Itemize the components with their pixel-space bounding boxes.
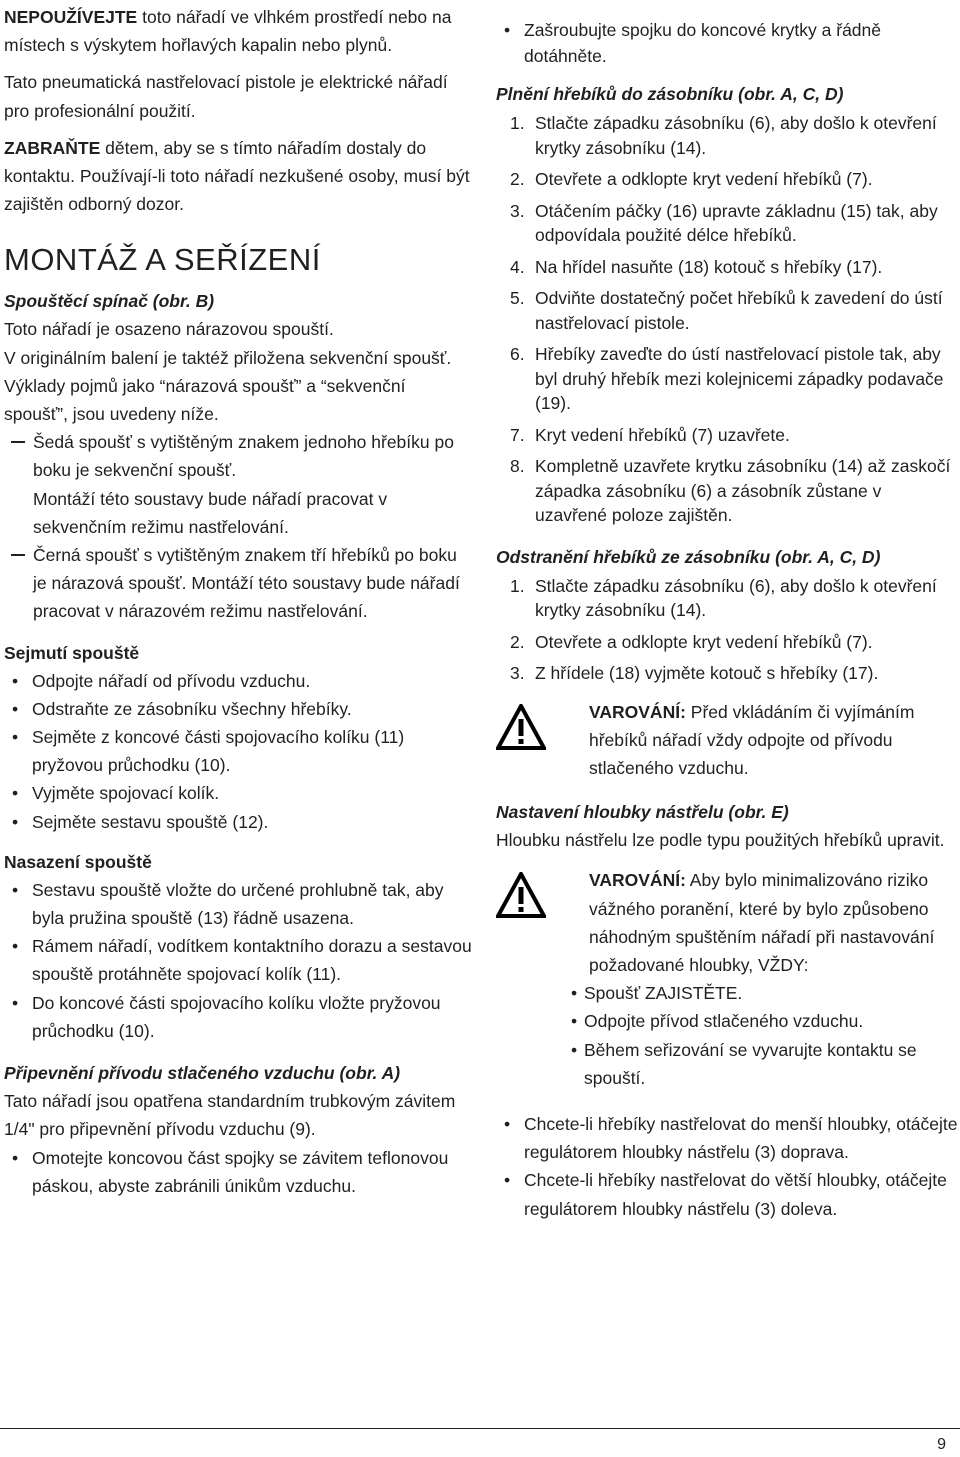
air-list-continued xyxy=(496,17,958,69)
load-heading: Plnění hřebíků do zásobníku (obr. A, C, D) xyxy=(496,84,844,104)
dash-item: Šedá spoušť s vytištěným znakem jednoho hřebíku po boku je sekvenční spoušť. Montáží této soustavy bude nářadí pracovat v sekvenčním režimu nastřelování. xyxy=(4,428,472,541)
warning-wet-environment: NEPOUŽÍVEJTE toto nářadí ve vlhkém prostředí nebo na místech s výskytem hořlavých kapalin nebo plynů. xyxy=(4,7,452,56)
list-item: • Omotejte koncovou část spojky se závitem teflonovou páskou, abyste zabránili únikům vzduchu. xyxy=(4,1144,472,1200)
list-item: • Do koncové části spojovacího kolíku vložte pryžovou průchodku (10). xyxy=(4,989,472,1045)
step-item: 7. Kryt vedení hřebíků (7) uzavřete. xyxy=(510,424,790,445)
footer-rule xyxy=(0,1428,960,1429)
list-item: • Chcete-li hřebíky nastřelovat do menší hloubky, otáčejte regulátorem hloubky nástřelu (3) doprava. xyxy=(496,1110,958,1166)
step-item: 3. Z hřídele (18) vyjměte kotouč s hřebíky (17). xyxy=(510,663,879,683)
trigger-dash-list xyxy=(4,428,472,625)
warning-box-loading xyxy=(496,698,958,783)
right-column xyxy=(496,0,958,1223)
step-item: 2. Otevřete a odklopte kryt vedení hřebíků (7). xyxy=(510,169,873,189)
removal-list xyxy=(4,667,472,836)
warning-sub-list xyxy=(496,979,958,1092)
trigger-paragraph-2: V originálním balení je taktéž přiložena sekvenční spoušť. Výklady pojmů jako “nárazová spoušť” a “sekvenční spoušť”, jsou uvedeny níže. xyxy=(4,347,452,425)
unload-steps xyxy=(496,574,958,686)
list-item: • Chcete-li hřebíky nastřelovat do větší hloubky, otáčejte regulátorem hloubky nástřelu (3) doleva. xyxy=(496,1166,958,1222)
warning-text: VAROVÁNÍ: Aby bylo minimalizováno riziko vážného poranění, které by bylo způsobeno náhodným spuštěním nářadí při nastavování požadované hloubky, VŽDY: xyxy=(589,870,935,975)
dash-marker xyxy=(11,554,25,556)
step-item: 6. Hřebíky zaveďte do ústí nastřelovací pistole tak, aby byl druhý hřebík mezi kolejnicemi západky podavače (19). xyxy=(510,344,944,413)
list-item: • Odpojte přívod stlačeného vzduchu. xyxy=(496,1007,958,1035)
air-list xyxy=(4,1144,472,1200)
dash-item: Černá spoušť s vytištěným znakem tří hřebíků po boku je nárazová spoušť. Montáží této soustavy bude nářadí pracovat v nárazovém režimu nastřelování. xyxy=(4,541,472,626)
depth-heading: Nastavení hloubky nástřelu (obr. E) xyxy=(496,802,789,823)
dash-marker xyxy=(11,441,25,443)
load-steps xyxy=(496,111,958,528)
air-heading: Připevnění přívodu stlačeného vzduchu (obr. A) xyxy=(4,1063,401,1084)
depth-list xyxy=(496,1110,958,1223)
warning-box-depth xyxy=(496,866,958,979)
list-item: • Spoušť ZAJISTĚTE. xyxy=(496,979,958,1007)
step-item: 4. Na hřídel nasuňte (18) kotouč s hřebíky (17). xyxy=(510,256,883,277)
warning-triangle-icon xyxy=(496,704,546,750)
list-item: • Odpojte nářadí od přívodu vzduchu. xyxy=(4,667,472,695)
left-column xyxy=(4,0,472,1200)
step-item: 1. Stlačte západku zásobníku (6), aby došlo k otevření krytky zásobníku (14). xyxy=(510,575,937,620)
list-item: • Sejměte sestavu spouště (12). xyxy=(4,808,472,836)
install-list xyxy=(4,876,472,1045)
warning-triangle-icon xyxy=(496,872,546,918)
list-item: • Během seřizování se vyvarujte kontaktu se spouští. xyxy=(496,1036,958,1092)
list-item: • Odstraňte ze zásobníku všechny hřebíky. xyxy=(4,695,472,723)
air-paragraph: Tato nářadí jsou opatřena standardním trubkovým závitem 1/4" pro připevnění přívodu vzduchu (9). xyxy=(4,1091,456,1140)
step-item: 2. Otevřete a odklopte kryt vedení hřebíků (7). xyxy=(510,631,873,652)
step-item: 3. Otáčením páčky (16) upravte základnu (15) tak, aby odpovídala použité délce hřebíků. xyxy=(510,200,938,245)
list-item: • Sejměte z koncové části spojovacího kolíku (11) pryžovou průchodku (10). xyxy=(4,723,472,779)
trigger-heading: Spouštěcí spínač (obr. B) xyxy=(4,291,215,312)
trigger-paragraph-1: Toto nářadí je osazeno nárazovou spouští. xyxy=(4,319,334,340)
step-item: 8. Kompletně uzavřete krytku zásobníku (14) až zaskočí západka zásobníku (6) a zásobník zůstane v uzavřené poloze zajištěn. xyxy=(510,456,951,525)
page-number: 9 xyxy=(937,1436,946,1453)
removal-heading: Sejmutí spouště xyxy=(4,642,140,663)
unload-heading: Odstranění hřebíků ze zásobníku (obr. A, C, D) xyxy=(496,546,881,567)
list-item: • Sestavu spouště vložte do určené prohlubně tak, aby byla pružina spouště (13) řádně usazena. xyxy=(4,876,472,932)
list-item: • Vyjměte spojovací kolík. xyxy=(4,779,472,807)
list-item: • Zašroubujte spojku do koncové krytky a řádně dotáhněte. xyxy=(496,17,958,69)
step-item: 5. Odviňte dostatečný počet hřebíků k zavedení do ústí nastřelovací pistole. xyxy=(510,288,943,333)
step-item: 1. Stlačte západku zásobníku (6), aby došlo k otevření krytky zásobníku (14). xyxy=(510,113,937,158)
install-heading: Nasazení spouště xyxy=(4,851,152,872)
section-title: MONTÁŽ A SEŘÍZENÍ xyxy=(4,242,321,278)
list-item: • Rámem nářadí, vodítkem kontaktního dorazu a sestavou spouště protáhněte spojovací kolík (11). xyxy=(4,932,472,988)
warning-children: ZABRAŇTE dětem, aby se s tímto nářadím dostaly do kontaktu. Používají-li toto nářadí nezkušené osoby, musí být zajištěn odborný dozor. xyxy=(4,137,470,215)
warning-text: VAROVÁNÍ: Před vkládáním či vyjímáním hřebíků nářadí vždy odpojte od přívodu stlačeného vzduchu. xyxy=(589,701,915,778)
depth-paragraph: Hloubku nástřelu lze podle typu použitých hřebíků upravit. xyxy=(496,830,945,851)
intro-paragraph: Tato pneumatická nastřelovací pistole je elektrické nářadí pro profesionální použití. xyxy=(4,72,448,121)
